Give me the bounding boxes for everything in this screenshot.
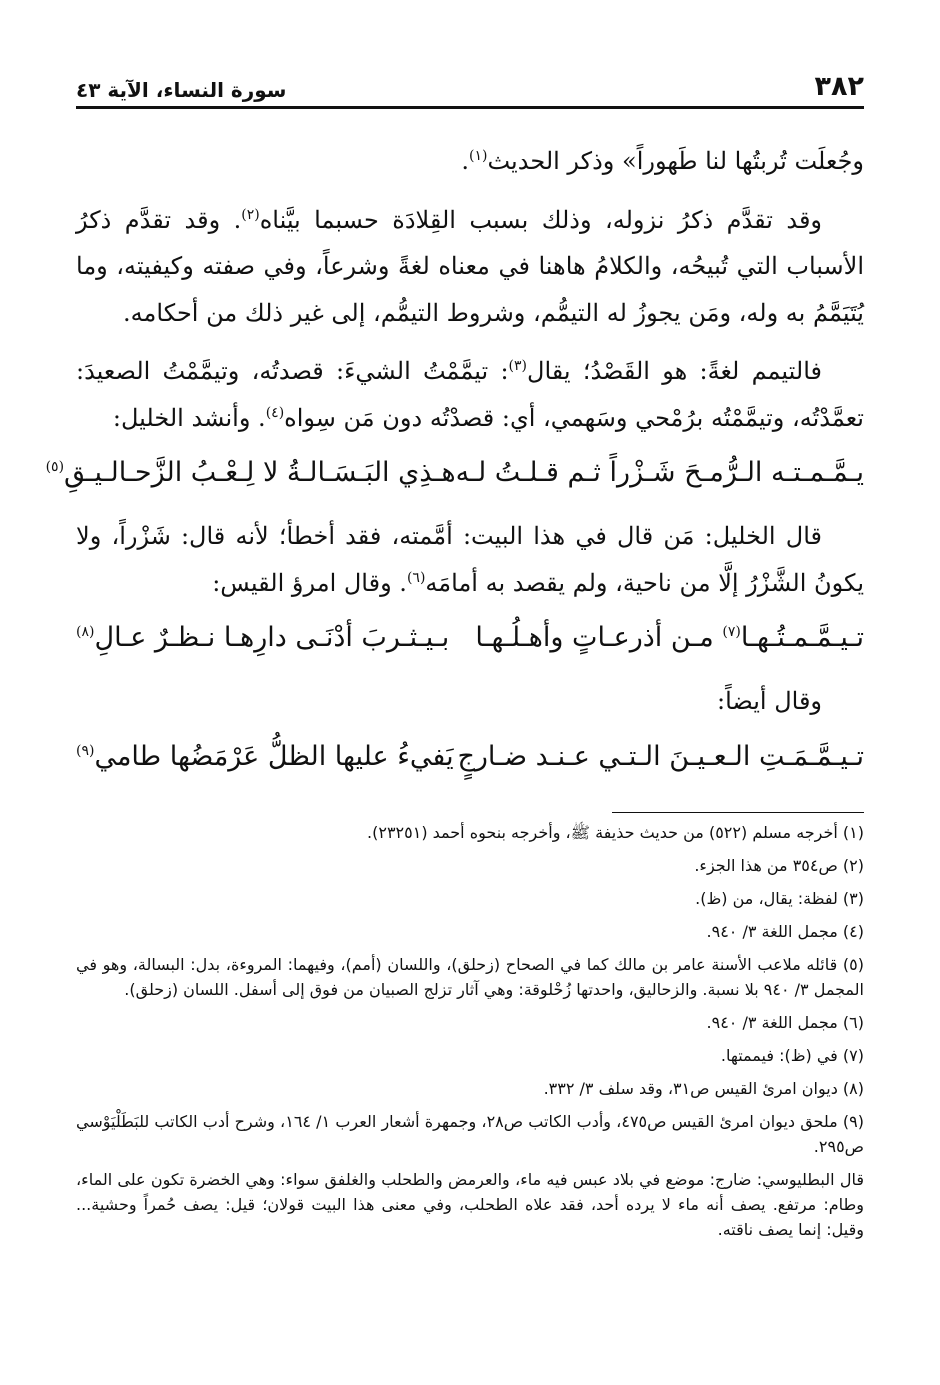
footnote-commentary: قال البطليوسي: ضارج: موضع في بلاد عبس فيه ماء، والعرمض والطحلب والغلفق سواء: وهي الخضرة تكون على الماء، وطام: مرتفع. يصف أنه ماء لا يرده أحد، فقد علاه الطحلب، وفي معنى هذا البيت قولان؛ قيل: يصف حُمراً وحشية... وقيل: إنما يصف ناقته. [76, 1170, 864, 1239]
poetry-verse-2 [76, 610, 864, 666]
footnote-3: (٣) لفظة: يقال، من (ظ). [695, 889, 864, 908]
verse-first-hemistich: تـيـمَّـمَـتِ الـعـيـنَ الـتـي عـنـد ضـارجٍ [457, 740, 864, 772]
running-header [76, 62, 864, 102]
footnote-ref[interactable]: (٨) [76, 624, 95, 640]
paragraph-4: قال الخليل: مَن قال في هذا البيت: أمَّمته، فقد أخطأ؛ لأنه قال: شَزْراً، ولا يكونُ الشَّزْرُ إلَّا من ناحية، ولم يقصد به أمامَه$^{(٦)}$. وقال امرؤ القيس: [76, 522, 864, 597]
paragraph-2: وقد تقدَّم ذكرُ نزوله، وذلك بسبب القِلادَة حسبما بيَّناه$^{(٢)}$. وقد تقدَّم ذكرُ الأسباب التي تُبيحُه، والكلامُ هاهنا في معناه لغةً وشرعاً، وفي صفته وكيفيته، وما يُتَيَمَّمُ به وله، ومَن يجوزُ له التيمُّم، وشروط التيمُّم، إلى غير ذلك من أحكامه. [76, 205, 864, 327]
footnote-ref[interactable]: (٩) [76, 742, 95, 759]
footnote-ref[interactable]: (١) [469, 148, 488, 164]
footnote-ref[interactable]: (٦) [406, 569, 426, 586]
footnote-ref[interactable]: (٧) [722, 624, 741, 640]
footnote-7: (٧) في (ظ): فيممتها. [720, 1046, 864, 1065]
footnote-9: (٩) ملحق ديوان امرئ القيس ص٤٧٥، وأدب الكاتب ص٢٨، وجمهرة أشعار العرب ١/ ١٦٤، وشرح أدب الكاتب للبَطَلْيَوْسي ص٢٩٥. [76, 1112, 864, 1156]
verse-second-hemistich: بـيـثـربَ أدْنَـى دارِهـا نـظـرٌ عـالِ$^{(٨)}$ [76, 622, 450, 653]
footnote-ref[interactable]: (٣) [508, 358, 528, 374]
footnote-ref[interactable]: (٢) [241, 206, 260, 223]
footnotes-rule [612, 812, 864, 813]
footnote-2: (٢) ص٣٥٤ من هذا الجزء. [694, 856, 864, 875]
verse-first-hemistich: تـيـمَّـمـتُـهـا$^{(٧)}$ مـن أذرعـاتٍ وأهـلُـهـا [475, 622, 864, 653]
main-text [45, 138, 864, 785]
verse-second-hemistich: يَفيءُ عليها الظلُّ عَرْمَضُها طامي$^{(٩)}$ [76, 740, 454, 772]
verse-second-hemistich: هـذِي البَـسَـالـةُ لا لِـعْـبُ الزَّحـالـيـقِ$^{(٥)}$ [45, 457, 456, 488]
footnotes [76, 820, 864, 1250]
footnote-5: (٥) قائله ملاعب الأسنة عامر بن مالك كما في الصحاح (زحلق)، واللسان (أمم)، وفيهما: المروءة، بدل: البسالة، وهو في المجمل ٣/ ٩٤٠ بلا نسبة. والزحاليق، واحدتها زُحْلوقة: وهي آثار تزلج الصبيان من فوق إلى أسفل. اللسان (زحلق). [76, 955, 864, 999]
footnote-6: (٦) مجمل اللغة ٣/ ٩٤٠. [706, 1013, 864, 1032]
paragraph-1: وجُعلَت تُربتُها لنا طَهوراً» وذكر الحديث$^{(١)}$. [461, 147, 864, 175]
header-rule [76, 106, 864, 109]
surah-title: سورة النساء، الآية ٤٣ [76, 78, 287, 102]
page-number: ٣٨٢ [814, 71, 864, 102]
poetry-verse-1 [45, 445, 864, 501]
footnote-ref[interactable]: (٤) [265, 404, 285, 421]
footnote-8: (٨) ديوان امرئ القيس ص٣١، وقد سلف ٣/ ٣٣٢. [543, 1079, 864, 1098]
poetry-verse-3 [76, 729, 864, 785]
footnote-4: (٤) مجمل اللغة ٣/ ٩٤٠. [706, 922, 864, 941]
verse-first-hemistich: يـمَّـمـتـه الـرُّمـحَ شَـزْراً ثـم قـلـتُ لـه [455, 457, 864, 488]
verse-intro: وقال أيضاً: [717, 687, 822, 715]
footnote-ref[interactable]: (٥) [45, 459, 65, 475]
footnote-1: (١) أخرجه مسلم (٥٢٢) من حديث حذيفة ﷺ، وأخرجه بنحوه أحمد (٢٣٢٥١). [367, 823, 864, 842]
paragraph-3: فالتيمم لغةً: هو القَصْدُ؛ يقال$^{(٣)}$: تيمَّمْتُ الشيءَ: قصدتُه، وتيمَّمْتُ الصعيدَ: تعمَّدْتُه، وتيمَّمْتُه برُمْحي وسَهمي، أي: قصدْتُه دون مَن سِواه$^{(٤)}$. وأنشد الخليل: [76, 357, 864, 432]
